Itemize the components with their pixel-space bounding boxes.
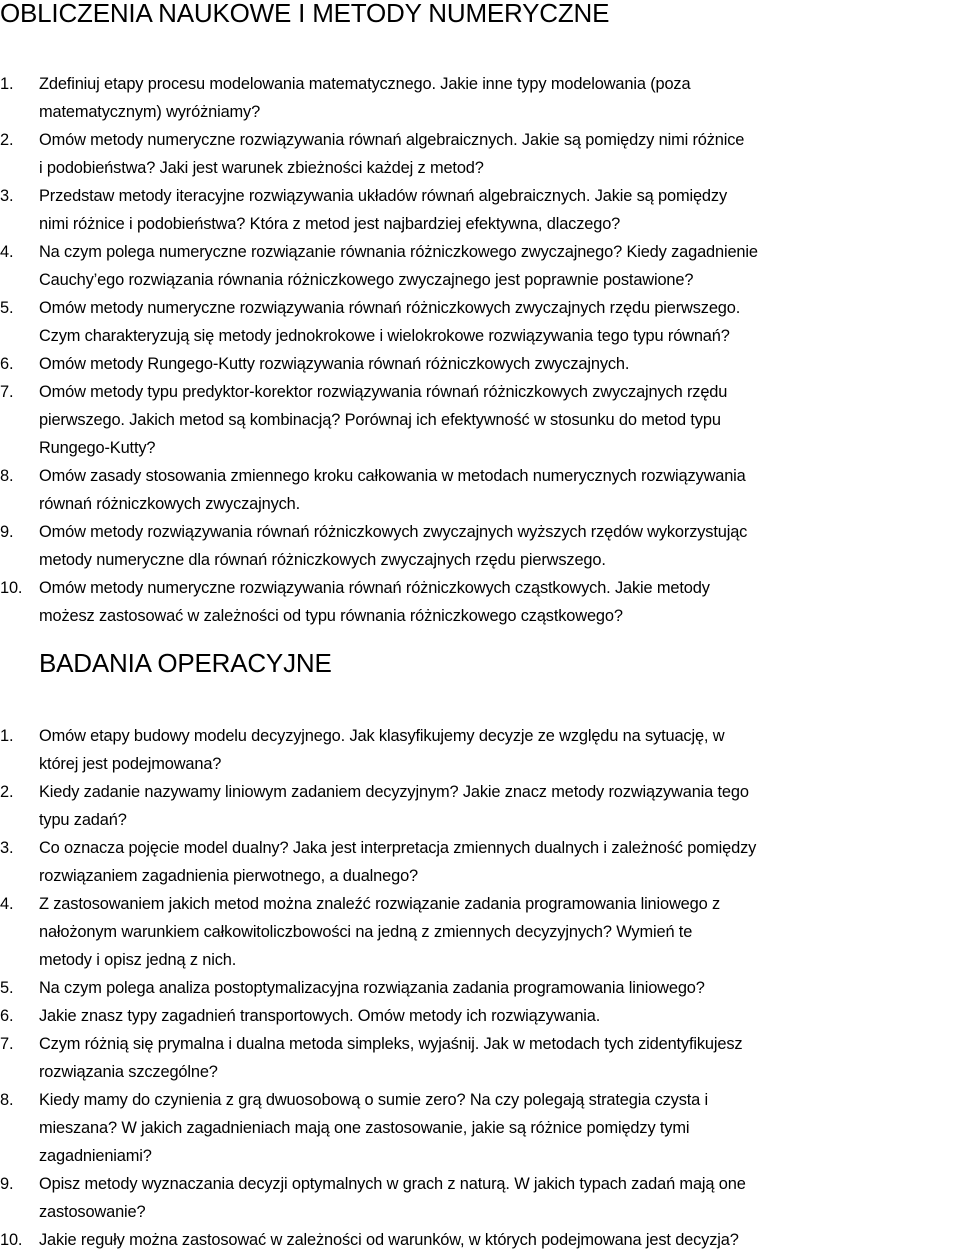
question-number: 10.	[0, 1231, 23, 1249]
question-text-line: metody i opisz jedną z nich.	[39, 951, 237, 969]
question-number: 9.	[0, 1175, 14, 1193]
question-number: 3.	[0, 839, 14, 857]
question-item	[0, 890, 960, 974]
question-text-line: Jakie znasz typy zagadnień transportowych. Omów metody ich rozwiązywania.	[39, 1007, 601, 1025]
question-item	[0, 834, 960, 890]
question-text-line: rozwiązania szczególne?	[39, 1063, 218, 1081]
question-number: 7.	[0, 1035, 14, 1053]
question-text-line: Co oznacza pojęcie model dualny? Jaka jest interpretacja zmiennych dualnych i zależność pomiędzy	[39, 839, 757, 857]
question-text-line: rozwiązaniem zagadnienia pierwotnego, a dualnego?	[39, 867, 419, 885]
question-text-line: Czym charakteryzują się metody jednokrokowe i wielokrokowe rozwiązywania tego typu równań?	[39, 327, 730, 345]
question-text-line: Na czym polega analiza postoptymalizacyjna rozwiązania zadania programowania liniowego?	[39, 979, 705, 997]
question-item	[0, 294, 960, 350]
question-item	[0, 182, 960, 238]
question-text-line: typu zadań?	[39, 811, 127, 829]
question-text-line: Opisz metody wyznaczania decyzji optymalnych w grach z naturą. W jakich typach zadań mają one	[39, 1175, 746, 1193]
question-text-line: pierwszego. Jakich metod są kombinacją? Porównaj ich efektywność w stosunku do metod typu	[39, 411, 721, 429]
question-item	[0, 574, 960, 630]
question-list-operations-research	[0, 722, 960, 1254]
question-number: 5.	[0, 299, 14, 317]
question-number: 9.	[0, 523, 14, 541]
question-text-line: Omów metody numeryczne rozwiązywania równań różniczkowych cząstkowych. Jakie metody	[39, 579, 710, 597]
question-number: 2.	[0, 131, 14, 149]
question-text-line: możesz zastosować w zależności od typu równania różniczkowego cząstkowego?	[39, 607, 623, 625]
question-number: 1.	[0, 75, 14, 93]
question-item	[0, 126, 960, 182]
question-text-line: Omów metody Rungego-Kutty rozwiązywania równań różniczkowych zwyczajnych.	[39, 355, 630, 373]
question-text-line: mieszana? W jakich zagadnieniach mają one zastosowanie, jakie są różnice pomiędzy tymi	[39, 1119, 690, 1137]
question-text-line: metody numeryczne dla równań różniczkowych zwyczajnych rzędu pierwszego.	[39, 551, 606, 569]
question-text-line: Kiedy zadanie nazywamy liniowym zadaniem decyzyjnym? Jakie znacz metody rozwiązywania tego	[39, 783, 749, 801]
question-number: 6.	[0, 1007, 14, 1025]
question-text-line: Cauchy’ego rozwiązania równania różniczkowego zwyczajnego jest poprawnie postawione?	[39, 271, 694, 289]
question-list-numerical-methods	[0, 70, 960, 630]
question-text-line: Na czym polega numeryczne rozwiązanie równania różniczkowego zwyczajnego? Kiedy zagadnienie	[39, 243, 758, 261]
question-text-line: zastosowanie?	[39, 1203, 146, 1221]
question-item	[0, 974, 960, 1002]
question-text-line: nimi różnice i podobieństwa? Która z metod jest najbardziej efektywna, dlaczego?	[39, 215, 621, 233]
question-item	[0, 1170, 960, 1226]
question-item	[0, 518, 960, 574]
question-number: 1.	[0, 727, 14, 745]
question-item	[0, 70, 960, 126]
question-text-line: równań różniczkowych zwyczajnych.	[39, 495, 301, 513]
question-text-line: Czym różnią się prymalna i dualna metoda simpleks, wyjaśnij. Jak w metodach tych zidentyfikujesz	[39, 1035, 743, 1053]
question-number: 10.	[0, 579, 23, 597]
question-number: 6.	[0, 355, 14, 373]
question-number: 8.	[0, 1091, 14, 1109]
question-text-line: matematycznym) wyróżniamy?	[39, 103, 261, 121]
question-item	[0, 1030, 960, 1086]
question-item	[0, 722, 960, 778]
question-item	[0, 462, 960, 518]
question-number: 3.	[0, 187, 14, 205]
question-text-line: Z zastosowaniem jakich metod można znaleźć rozwiązanie zadania programowania liniowego z	[39, 895, 721, 913]
question-item	[0, 350, 960, 378]
question-item	[0, 378, 960, 462]
question-text-line: której jest podejmowana?	[39, 755, 222, 773]
question-item	[0, 1002, 960, 1030]
question-text-line: Omów metody numeryczne rozwiązywania równań różniczkowych zwyczajnych rzędu pierwszego.	[39, 299, 741, 317]
question-number: 4.	[0, 895, 14, 913]
question-item	[0, 1226, 960, 1254]
question-number: 7.	[0, 383, 14, 401]
section-title-operations-research: BADANIA OPERACYJNE	[39, 648, 332, 678]
question-text-line: Omów zasady stosowania zmiennego kroku całkowania w metodach numerycznych rozwiązywania	[39, 467, 746, 485]
section-title-numerical-methods: OBLICZENIA NAUKOWE I METODY NUMERYCZNE	[0, 0, 610, 28]
question-text-line: Omów metody numeryczne rozwiązywania równań algebraicznych. Jakie są pomiędzy nimi różnice	[39, 131, 745, 149]
question-text-line: Jakie reguły można zastosować w zależności od warunków, w których podejmowana jest decyzja?	[39, 1231, 739, 1249]
question-text-line: zagadnieniami?	[39, 1147, 152, 1165]
question-text-line: Omów metody typu predyktor-korektor rozwiązywania równań różniczkowych zwyczajnych rzędu	[39, 383, 728, 401]
question-text-line: Kiedy mamy do czynienia z grą dwuosobową o sumie zero? Na czy polegają strategia czysta i	[39, 1091, 709, 1109]
question-text-line: Zdefiniuj etapy procesu modelowania matematycznego. Jakie inne typy modelowania (poza	[39, 75, 691, 93]
question-item	[0, 238, 960, 294]
question-item	[0, 778, 960, 834]
question-number: 4.	[0, 243, 14, 261]
question-text-line: i podobieństwa? Jaki jest warunek zbieżności każdej z metod?	[39, 159, 484, 177]
question-item	[0, 1086, 960, 1170]
question-number: 5.	[0, 979, 14, 997]
question-text-line: Omów metody rozwiązywania równań różniczkowych zwyczajnych wyższych rzędów wykorzystując	[39, 523, 748, 541]
question-number: 8.	[0, 467, 14, 485]
question-number: 2.	[0, 783, 14, 801]
question-text-line: Omów etapy budowy modelu decyzyjnego. Jak klasyfikujemy decyzje ze względu na sytuację, w	[39, 727, 725, 745]
question-text-line: Przedstaw metody iteracyjne rozwiązywania układów równań algebraicznych. Jakie są pomiędzy	[39, 187, 727, 205]
question-text-line: Rungego-Kutty?	[39, 439, 156, 457]
question-text-line: nałożonym warunkiem całkowitoliczbowości na jedną z zmiennych decyzyjnych? Wymień te	[39, 923, 693, 941]
